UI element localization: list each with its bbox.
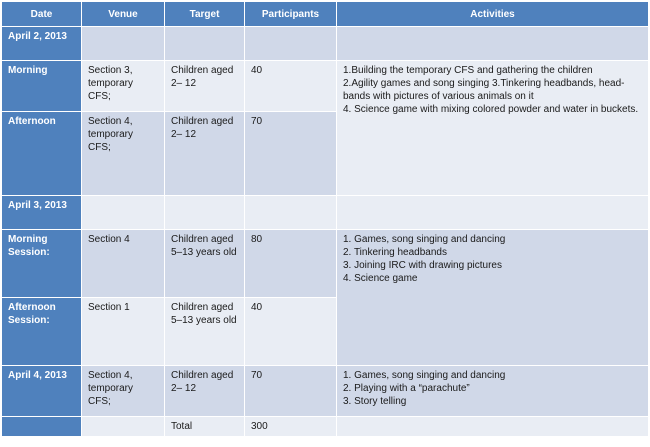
- venue-cell: Section 1: [82, 298, 165, 366]
- target-cell: Children aged 2– 12: [165, 112, 245, 196]
- header-date: Date: [2, 2, 82, 27]
- target-cell: Children aged 2– 12: [165, 61, 245, 112]
- schedule-table: [1, 1, 649, 437]
- participants-cell: 80: [245, 230, 337, 298]
- table-row: [2, 196, 649, 230]
- activities-cell: 1. Games, song singing and dancing 2. Playing with a “parachute” 3. Story telling: [337, 366, 649, 417]
- table-row: [2, 61, 649, 112]
- session-cell: Afternoon Session:: [2, 298, 82, 366]
- total-label: Total: [165, 417, 245, 437]
- participants-cell: 40: [245, 298, 337, 366]
- date-cell: April 2, 2013: [2, 27, 82, 61]
- target-cell: Children aged 5–13 years old: [165, 230, 245, 298]
- table-row: [2, 366, 649, 417]
- venue-cell: Section 3, temporary CFS;: [82, 61, 165, 112]
- header-participants: Participants: [245, 2, 337, 27]
- activities-cell: 1.Building the temporary CFS and gathering the children 2.Agility games and song singing 3.Tinkering headbands, head-bands with pictures of various animals on it 4. Science game with mixing colored powder and water in buckets.: [337, 61, 649, 196]
- header-venue: Venue: [82, 2, 165, 27]
- venue-cell: Section 4, temporary CFS;: [82, 366, 165, 417]
- venue-cell: Section 4: [82, 230, 165, 298]
- date-cell: April 3, 2013: [2, 196, 82, 230]
- target-cell: Children aged 2– 12: [165, 366, 245, 417]
- target-cell: Children aged 5–13 years old: [165, 298, 245, 366]
- activities-cell: 1. Games, song singing and dancing 2. Tinkering headbands 3. Joining IRC with drawing pictures 4. Science game: [337, 230, 649, 366]
- session-cell: Morning: [2, 61, 82, 112]
- table-row: [2, 27, 649, 61]
- total-value: 300: [245, 417, 337, 437]
- total-row: [2, 417, 649, 437]
- session-cell: Afternoon: [2, 112, 82, 196]
- header-row: [2, 2, 649, 27]
- date-cell: April 4, 2013: [2, 366, 82, 417]
- header-activities: Activities: [337, 2, 649, 27]
- participants-cell: 70: [245, 366, 337, 417]
- participants-cell: 70: [245, 112, 337, 196]
- participants-cell: 40: [245, 61, 337, 112]
- header-target: Target: [165, 2, 245, 27]
- venue-cell: Section 4, temporary CFS;: [82, 112, 165, 196]
- table-row: [2, 230, 649, 298]
- session-cell: Morning Session:: [2, 230, 82, 298]
